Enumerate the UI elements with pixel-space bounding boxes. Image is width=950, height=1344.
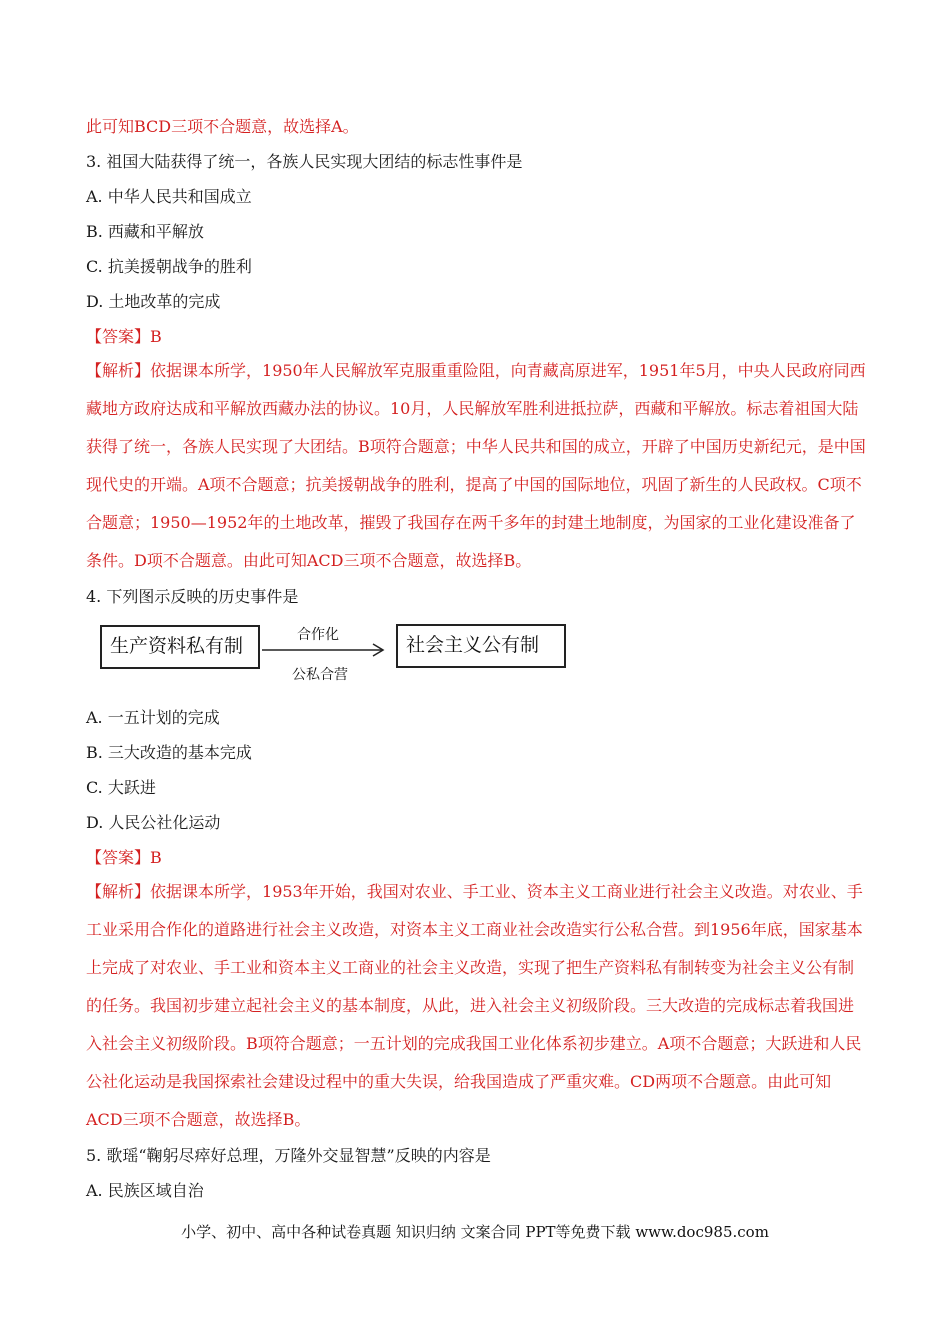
analysis-tag: 【解析】 xyxy=(86,882,151,901)
diagram-box-public: 社会主义公有制 xyxy=(396,624,566,668)
answer-tag: 【答案】 xyxy=(86,848,151,867)
arrow-label-top: 合作化 xyxy=(297,627,339,643)
q4-option-b: B. 三大改造的基本完成 xyxy=(86,743,252,762)
question-3: 3. 祖国大陆获得了统一，各族人民实现大团结的标志性事件是 xyxy=(86,152,523,171)
analysis-text: 依据课本所学，1953年开始，我国对农业、手工业、资本主义工商业进行社会主义改造。对农业、手工业采用合作化的道路进行社会主义改造，对资本主义工商业社会改造实行公私合营。到1956年底，国家基本上完成了对农业、手工业和资本主义工商业的社会主义改造，实现了把生产资料私有制转变为社会主义公有制的任务。我国初步建立起社会主义的基本制度，从此，进入社会主义初级阶段。三大改造的完成标志着我国进入社会主义初级阶段。B项符合题意；一五计划的完成我国工业化体系初步建立。A项不合题意；大跃进和人民公社化运动是我国探索社会建设过程中的重大失误，给我国造成了严重灾难。CD两项不合题意。由此可知ACD三项不合题意，故选择B。 xyxy=(86,882,863,1129)
q3-option-d: D. 土地改革的完成 xyxy=(86,292,221,311)
analysis-text: 依据课本所学，1950年人民解放军克服重重险阻，向青藏高原进军，1951年5月，中央人民政府同西藏地方政府达成和平解放西藏办法的协议。10月，人民解放军胜利进抵拉萨，西藏和平解放。标志着祖国大陆获得了统一，各族人民实现了大团结。B项符合题意；中华人民共和国的成立，开辟了中国历史新纪元，是中国现代史的开端。A项不合题意；抗美援朝战争的胜利，提高了中国的国际地位，巩固了新生的人民政权。C项不合题意；1950—1952年的土地改革，摧毁了我国存在两千多年的封建土地制度，为国家的工业化建设准备了条件。D项不合题意。由此可知ACD三项不合题意，故选择B。 xyxy=(86,361,866,570)
page-footer: 小学、初中、高中各种试卷真题 知识归纳 文案合同 PPT等免费下载 www.doc985.com xyxy=(181,1223,769,1241)
q3-answer xyxy=(86,327,162,347)
q4-option-d: D. 人民公社化运动 xyxy=(86,813,221,832)
q3-analysis xyxy=(86,352,866,580)
q3-option-b: B. 西藏和平解放 xyxy=(86,222,204,241)
q3-option-c: C. 抗美援朝战争的胜利 xyxy=(86,257,252,276)
question-5: 5. 歌瑶“鞠躬尽瘁好总理，万隆外交显智慧”反映的内容是 xyxy=(86,1146,491,1165)
q5-option-a: A. 民族区域自治 xyxy=(86,1181,204,1200)
answer-tag: 【答案】 xyxy=(86,327,151,346)
question-4: 4. 下列图示反映的历史事件是 xyxy=(86,587,299,606)
q4-option-c: C. 大跃进 xyxy=(86,778,156,797)
q4-option-a: A. 一五计划的完成 xyxy=(86,708,220,727)
q4-answer xyxy=(86,848,162,868)
answer-value: B xyxy=(150,848,162,867)
answer-value: B xyxy=(150,327,162,346)
q4-analysis xyxy=(86,873,866,1139)
q3-option-a: A. 中华人民共和国成立 xyxy=(86,187,252,206)
analysis-continuation: 此可知BCD三项不合题意，故选择A。 xyxy=(86,117,359,136)
diagram-box-private: 生产资料私有制 xyxy=(100,625,260,669)
arrow-label-bottom: 公私合营 xyxy=(292,667,348,683)
analysis-tag: 【解析】 xyxy=(86,361,151,380)
